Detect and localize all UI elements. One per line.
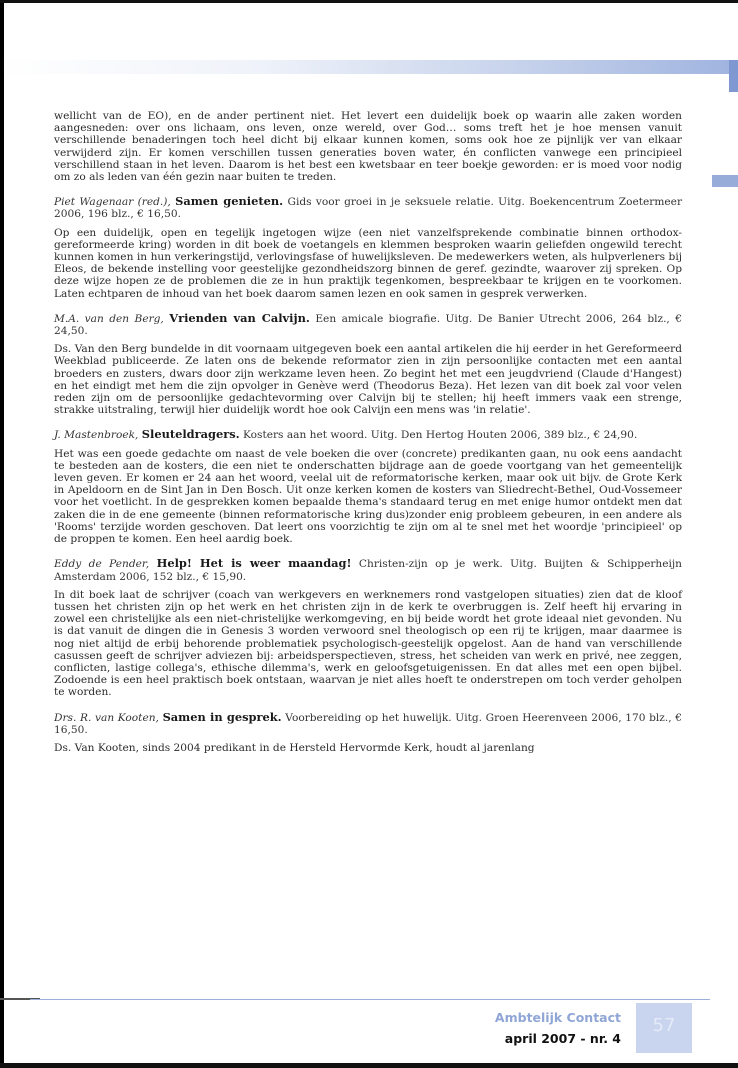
review-title: Samen genieten.: [175, 194, 284, 209]
header-band: [0, 60, 738, 74]
page-number-box: [636, 1003, 692, 1053]
review-details: Voorbereiding op het huwelijk. Uitg. Groen Heerenveen 2006, 170 blz., € 16,50.: [54, 711, 682, 736]
issue-label: april 2007 - nr. 4: [504, 1031, 621, 1046]
bottom-rule: [0, 1063, 738, 1068]
review-details: Gids voor groei in je seksuele relatie. Uitg. Boekencentrum Zoetermeer 2006, 196 blz., € 16,50.: [54, 196, 683, 221]
review-details: Een amicale biografie. Uitg. De Banier Utrecht 2006, 264 blz., € 24,50.: [54, 312, 682, 338]
review-title: Help! Het is weer maandag!: [156, 556, 352, 571]
review-details: Christen-zijn op je werk. Uitg. Buijten & Schipperheijn Amsterdam 2006, 152 blz., € 15,90.: [54, 558, 682, 583]
review-body: Het was een goede gedachte om naast de vele boeken die over (concrete) predikanten gaan, nu ook eens aandacht te besteden aan de kosters, die een niet te onderschatten bijdrage aan de goede voortgang van het gemeentelijk leven geven. Er komen er 24 aan het woord, veelal uit de reformatorische kerken, maar ook uit bijv. de Grote Kerk in Apeldoorn en de Sint Jan in Den Bosch. Uit onze kerken komen de kosters van Sliedrecht-Bethel, Oud-Vossemeer voor het voetlicht. In de gesprekken komen bepaalde thema's standaard terug en met enige humor ontdekt men dat zaken die in de ene gemeente (binnen reformatorische kring dus)zonder enig probleem gebeuren, in een andere als 'Rooms' terzijde worden geschoven. Dat leert ons voorzichtig te zijn om al te snel met het woordje 'principieel' op de proppen te komen. Een heel aardig boek.: [54, 447, 682, 546]
article-body: [54, 110, 682, 762]
review-body: In dit boek laat de schrijver (coach van werkgevers en werknemers rond vastgelopen situaties) zien dat de kloof tussen het christen zijn op het werk en het christen zijn in de kerk te overbruggen is. Zelf heeft hij ervaring in zowel een christelijke als een niet-christelijke werkomgeving, en bij beide wordt het grote ideaal niet gevonden. Nu is dat vanuit de dingen die in Genesis 3 worden verwoord snel theologisch op een rij te krijgen, maar daarmee is nog niet altijd de erbij behorende problematiek psychologisch-geestelijk opgelost. Aan de hand van verschillende casussen geeft de schrijver adviezen bij: arbeidsperspectieven, stress, het scheiden van werk en privé, nee zeggen, conflicten, lastige collega's, ethische dilemma's, werk en geloofsgetuigenissen. En dat alles met een open bijbel. Zodoende is een heel praktisch boek ontstaan, waarvan je niet alles hoeft te onderstrepen om toch verder geholpen te worden.: [54, 588, 682, 699]
review-heading: [54, 312, 682, 337]
review-author: Drs. R. van Kooten,: [54, 711, 159, 724]
page-left-edge: [0, 0, 4, 1068]
intro-paragraph: wellicht van de EO), en de ander pertinent niet. Het levert een duidelijk boek op waarin alle zaken worden aangesneden: over ons lichaam, ons leven, onze wereld, over God… soms treft het je hoe mensen vanuit verschillende benaderingen toch heel dicht bij elkaar kunnen komen, soms ook hoe ze pijnlijk ver van elkaar verwijderd zijn. Er komen verschillen tussen generaties boven water, én conflicten vanwege een principieel verschillend staan in het leven. Daarom is het best een kwetsbaar en teer boekje geworden: er is moed voor nodig om zo als leden van één gezin naar buiten te treden.: [54, 110, 682, 184]
review-body: Ds. Van Kooten, sinds 2004 predikant in de Hersteld Hervormde Kerk, houdt al jarenlang: [54, 741, 535, 754]
review-author: M.A. van den Berg,: [54, 312, 164, 325]
review-body: Op een duidelijk, open en tegelijk ingetogen wijze (een niet vanzelfsprekende combinatie binnen orthodox-gereformeerde kring) worden in dit boek de voetangels en klemmen besproken waarin geliefden ongewild terecht kunnen komen in hun verkeringstijd, verlovingsfase of huwelijksleven. De medewerkers weten, als hulpverleners bij Eleos, de bekende instelling voor geestelijke gezondheidszorg binnen de geref. gezindte, waarover zij spreken. Op deze wijze hopen ze de problemen die ze in hun praktijk tegenkomen, bespreekbaar te krijgen en te voorkomen. Laten echtparen de inhoud van het boek daarom samen lezen en ook samen in gesprek verwerken.: [54, 226, 682, 300]
review-heading: [54, 195, 682, 220]
review-heading: [54, 557, 682, 582]
header-tab-marker: [729, 60, 738, 92]
journal-title: Ambtelijk Contact: [494, 1010, 621, 1025]
review-author: Eddy de Pender,: [54, 558, 150, 571]
footer-rule: [30, 999, 710, 1000]
review-title: Samen in gesprek.: [162, 709, 282, 724]
review-body: Ds. Van den Berg bundelde in dit voornaam uitgegeven boek een aantal artikelen die hij eerder in het Gereformeerd Weekblad publiceerde. Ze laten ons de bekende reformator zien in zijn persoonlijke contacten met een aantal broeders en zusters, dwars door zijn werkzame leven heen. Zo begint het met een jeugdvriend (Claude d'Hangest) en het eindigt met hem die zijn opvolger in Genève werd (Theodorus Beza). Het lezen van dit boek zal voor velen reden zijn om de persoonlijke gedachtevorming over Calvijn bij te stellen; hij heeft immers vaak een strenge, strakke uitstraling, terwijl hier duidelijk wordt hoe ook Calvijn een mens was 'in relatie'.: [54, 343, 682, 417]
review-author: J. Mastenbroek,: [54, 429, 139, 442]
page-number: 57: [652, 1015, 676, 1036]
review-title: Vrienden van Calvijn.: [169, 310, 310, 325]
review-heading: [54, 711, 682, 736]
side-tab-marker: [712, 175, 738, 187]
review-details: Kosters aan het woord. Uitg. Den Hertog Houten 2006, 389 blz., € 24,90.: [243, 429, 638, 442]
review-title: Sleuteldragers.: [141, 427, 240, 442]
review-author: Piet Wagenaar (red.),: [54, 196, 171, 209]
review-heading: [54, 428, 682, 441]
top-rule: [0, 0, 738, 3]
